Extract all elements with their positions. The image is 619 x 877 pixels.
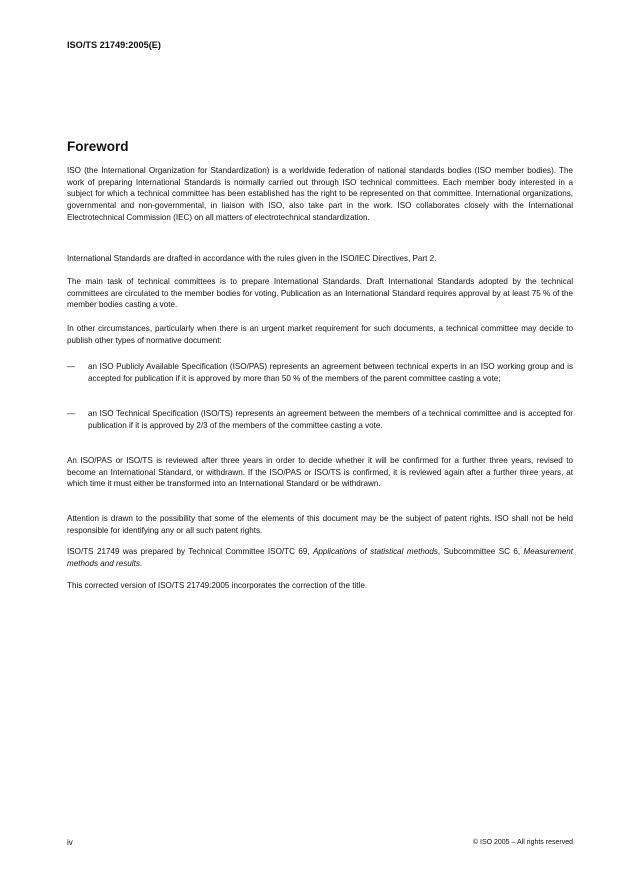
paragraph-review: An ISO/PAS or ISO/TS is reviewed after three years in order to decide whether it will be confirmed for a further three years, revised to become an International Standard, or withdrawn. If the ISO/PAS or ISO/TS is confirmed, it is reviewed again after a further three years, at which time it must either be transformed into an International Standard or be withdrawn. <box>67 456 573 489</box>
prepared-text: ISO/TS 21749 was prepared by Technical Committee ISO/TC 69, <box>67 547 313 556</box>
list-item <box>67 408 573 431</box>
committee-title: Applications of statistical methods <box>312 547 438 556</box>
prepared-text: , Subcommittee SC 6, <box>437 547 524 556</box>
subcommittee-title: Measurement methods and results <box>67 547 573 568</box>
paragraph-directives: International Standards are drafted in accordance with the rules given in the ISO/IEC Directives, Part 2. <box>67 254 437 263</box>
paragraph-other-circumstances: In other circumstances, particularly when there is an urgent market requirement for such documents, a technical committee may decide to publish other types of normative document: <box>67 324 573 345</box>
list-item-text: an ISO Technical Specification (ISO/TS) represents an agreement between the members of a technical committee and is accepted for publication if it is approved by 2/3 of the members of the committee casting a vote. <box>88 409 573 430</box>
paragraph-correction: This corrected version of ISO/TS 21749:2005 incorporates the correction of the title. <box>67 581 368 590</box>
prepared-text: . <box>139 558 143 568</box>
list-item <box>67 361 573 384</box>
document-header: ISO/TS 21749:2005(E) <box>67 40 161 50</box>
paragraph-patent: Attention is drawn to the possibility that some of the elements of this document may be the subject of patent rights. ISO shall not be held responsible for identifying any or all such patent rights. <box>67 514 573 535</box>
paragraph-main-task: The main task of technical committees is to prepare International Standards. Draft International Standards adopted by the technical committees are circulated to the member bodies for voting. Publication as an International Standard requires approval by at least 75 % of the member bodies casting a vote. <box>67 277 573 310</box>
page-number: iv <box>67 838 73 847</box>
paragraph-prepared-by <box>67 546 573 569</box>
list-item-text: an ISO Publicly Available Specification (ISO/PAS) represents an agreement between technical experts in an ISO working group and is accepted for publication if it is approved by more than 50 % of the members of the parent committee casting a vote; <box>88 362 573 383</box>
section-title: Foreword <box>67 139 129 154</box>
copyright: © ISO 2005 – All rights reserved <box>472 839 573 846</box>
paragraph-iso-intro: ISO (the International Organization for Standardization) is a worldwide federation of national standards bodies (ISO member bodies). The work of preparing International Standards is normally carried out through ISO technical committees. Each member body interested in a subject for which a technical committee has been established has the right to be represented on that committee. International organizations, governmental and non-governmental, in liaison with ISO, also take part in the work. ISO collaborates closely with the International Electrotechnical Commission (IEC) on all matters of electrotechnical standardization. <box>67 166 573 222</box>
dash-bullet: — <box>67 409 76 418</box>
dash-bullet: — <box>67 362 76 371</box>
